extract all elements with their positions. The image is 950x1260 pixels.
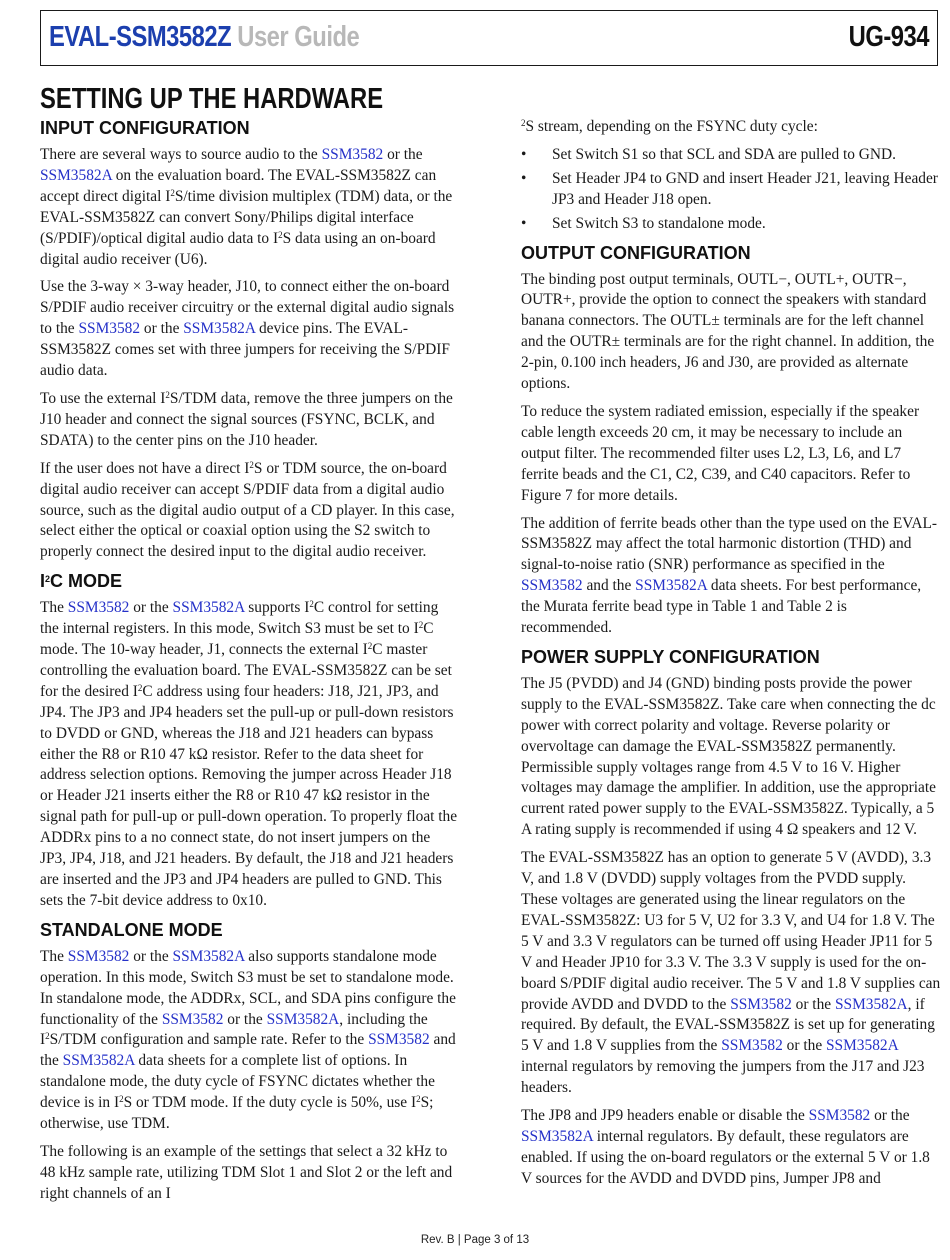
link-ssm3582[interactable]: SSM3582 (721, 1037, 783, 1055)
list-item: • Set Header JP4 to GND and insert Header J21, leaving Header JP3 and Header J18 open. (521, 169, 938, 208)
link-ssm3582a[interactable]: SSM3582A (826, 1037, 898, 1055)
bullet-icon: • (521, 169, 527, 187)
bullet-icon: • (521, 214, 527, 232)
bullet-icon: • (521, 145, 527, 163)
link-ssm3582a[interactable]: SSM3582A (172, 599, 245, 617)
header-title (49, 21, 359, 54)
paragraph: If the user does not have a direct $I^2S$ or TDM source, the on-board digital audio receiver can accept S/PDIF data from a digital audio source, such as the digital audio output of a CD player. In this case, select either the optical or coaxial option using the S2 switch to properly connect the desired input to the digital audio receiver. (40, 459, 455, 561)
section-heading-power: POWER SUPPLY CONFIGURATION (521, 646, 820, 667)
paragraph: The JP8 and JP9 headers enable or disable the SSM3582 or the SSM3582A internal regulators. By default, these regulators are enabled. If using the on-board regulators or the external 5 V or 1.8 V sources for the AVDD and DVDD pins, Jumper JP8 and (521, 1107, 930, 1187)
paragraph-continued: The following is an example of the settings that select a 32 kHz to 48 kHz sample rate, utilizing TDM Slot 1 and Slot 2 or the left and right channels of an I (40, 1142, 453, 1202)
link-ssm3582[interactable]: SSM3582 (808, 1107, 871, 1125)
section-heading-i2c: $I^2C$ MODE (40, 571, 123, 592)
list-item: • Set Switch S1 so that SCL and SDA are pulled to GND. (521, 145, 941, 166)
link-ssm3582a[interactable]: SSM3582A (172, 947, 245, 965)
paragraph: To use the external $I^2S$/TDM data, remove the three jumpers on the J10 header and connect the signal sources (FSYNC, BCLK, and SDATA) to the center pins on the J10 header. (40, 389, 453, 449)
link-ssm3582[interactable]: SSM3582 (78, 320, 141, 338)
link-ssm3582[interactable]: SSM3582 (321, 146, 384, 163)
page-title: SETTING UP THE HARDWARE (40, 83, 384, 115)
paragraph-continuation: $^2$S stream, depending on the FSYNC duty cycle: (521, 118, 818, 135)
section-heading-output: OUTPUT CONFIGURATION (521, 242, 751, 263)
link-ssm3582[interactable]: SSM3582 (67, 947, 130, 965)
list-item: • Set Switch S3 to standalone mode. (521, 214, 941, 235)
link-ssm3582a[interactable]: SSM3582A (266, 1010, 340, 1028)
link-ssm3582[interactable]: SSM3582 (730, 995, 792, 1013)
link-ssm3582a[interactable]: SSM3582A (834, 995, 908, 1013)
page-footer: Rev. B | Page 3 of 13 (420, 1234, 530, 1246)
link-ssm3582a[interactable]: SSM3582A (62, 1052, 135, 1070)
paragraph: Use the 3-way × 3-way header, J10, to connect either the on-board S/PDIF audio receiver circuitry or the external digital audio signals to the SSM3582 or the SSM3582A device pins. The EVAL-SSM3582Z comes set with three jumpers for receiving the S/PDIF audio data. (40, 278, 455, 380)
paragraph: The binding post output terminals, OUTL−, OUTL+, OUTR−, OUTR+, provide the option to connect the speakers with standard banana connectors. The OUTL± terminals are for the left channel and the OUTR± terminals are for the right channel. In addition, the 2-pin, 0.100 inch headers, J6 and J30, are provided as alternate options. (521, 270, 935, 393)
paragraph: The SSM3582 or the SSM3582A supports $I^2C$ control for setting the internal registers. In this mode, Switch S3 must be set to $I^2C$ mode. The 10-way header, J1, connects the external $I^2C$ master controlling the evaluation board. The EVAL-SSM3582Z can be set for the desired $I^2C$ address using four headers: J18, J21, JP3, and JP4. The JP3 and JP4 headers set the pull-up or pull-down resistors to DVDD or GND, whereas the J18 and J21 headers can bypass either the R8 or R10 47 kΩ resistor. Refer to the data sheet for address selection options. Removing the jumper across Header J18 or Header J21 inserts either the R8 or R10 47 kΩ resistor in the signal path for pull-up or pull-down operation. To properly float the ADDRx pins to a no connect state, do not insert jumpers on the JP3, JP4, J18, and J21 headers. By default, the J18 and J21 headers are inserted and the JP3 and JP4 headers are pulled to GND. This sets the 7-bit device address to 0x10. (40, 599, 458, 909)
header-doc-id: UG-934 (848, 21, 929, 53)
link-ssm3582[interactable]: SSM3582 (161, 1010, 224, 1028)
paragraph: The SSM3582 or the SSM3582A also supports standalone mode operation. In this mode, Switch S3 must be set to standalone mode. In standalone mode, the ADDRx, SCL, and SDA pins configure the functionality of the SSM3582 or the SSM3582A, including the $I^2S$/TDM configuration and sample rate. Refer to the SSM3582 and the SSM3582A data sheets for a complete list of options. In standalone mode, the duty cycle of FSYNC dictates whether the device is in $I^2S$ or TDM mode. If the duty cycle is 50%, use $I^2S$; otherwise, use TDM. (40, 947, 456, 1133)
paragraph: The addition of ferrite beads other than the type used on the EVAL-SSM3582Z may affect the total harmonic distortion (THD) and signal-to-noise ratio (SNR) performance as specified in the SSM3582 and the SSM3582A data sheets. For best performance, the Murata ferrite bead type in Table 1 and Table 2 is recommended. (521, 514, 937, 637)
link-ssm3582a[interactable]: SSM3582A (521, 1127, 593, 1145)
paragraph: The J5 (PVDD) and J4 (GND) binding posts provide the power supply to the EVAL-SSM3582Z. Take care when connecting the dc power with correct polarity and voltage. Reverse polarity or overvoltage can damage the EVAL-SSM3582Z permanently. Permissible supply voltages range from 4.5 V to 16 V. Higher voltages may damage the amplifier. In addition, use the appropriate current rated power supply to the EVAL-SSM3582Z. Typically, a 5 A rating supply is recommended if using 4 Ω speakers and 12 V. (521, 674, 936, 839)
settings-list (521, 145, 941, 235)
link-ssm3582a[interactable]: SSM3582A (40, 166, 112, 184)
link-ssm3582[interactable]: SSM3582 (368, 1031, 430, 1049)
paragraph: To reduce the system radiated emission, especially if the speaker cable length exceeds 20 cm, it may be necessary to include an output filter. The recommended filter uses L2, L3, L6, and L7 ferrite beads and the C1, C2, C39, and C40 capacitors. Refer to Figure 7 for more details. (521, 402, 920, 504)
right-column (521, 117, 941, 1197)
header-doc-type: User Guide (237, 21, 360, 53)
link-ssm3582a[interactable]: SSM3582A (183, 320, 256, 338)
section-heading-input: INPUT CONFIGURATION (40, 118, 250, 138)
section-heading-standalone: STANDALONE MODE (40, 919, 223, 940)
link-ssm3582[interactable]: SSM3582 (521, 577, 583, 595)
link-ssm3582[interactable]: SSM3582 (67, 599, 130, 617)
paragraph: The EVAL-SSM3582Z has an option to generate 5 V (AVDD), 3.3 V, and 1.8 V (DVDD) supply voltages from the PVDD supply. These voltages are generated using the linear regulators on the EVAL-SSM3582Z: U3 for 5 V, U2 for 3.3 V, and U4 for 1.8 V. The 5 V and 3.3 V regulators can be turned off using Header JP11 for 5 V and Header JP10 for 3.3 V. The 3.3 V supply is used for the on-board S/PDIF digital audio receiver. The 5 V and 1.8 V supplies can provide AVDD and DVDD to the SSM3582 or the SSM3582A, if required. By default, the EVAL-SSM3582Z is set up for generating 5 V and 1.8 V supplies from the SSM3582 or the SSM3582A internal regulators by removing the jumpers from the J17 and J23 headers. (521, 849, 941, 1097)
document-header (40, 10, 938, 66)
paragraph: There are several ways to source audio to the SSM3582 or the SSM3582A on the evaluation board. The EVAL-SSM3582Z can accept direct digital $I^2S$/time division multiplex (TDM) data, or the EVAL-SSM3582Z can convert Sony/Philips digital interface (S/PDIF)/optical digital audio data to $I^2S$ data using an on-board digital audio receiver (U6). (40, 146, 453, 268)
link-ssm3582a[interactable]: SSM3582A (635, 577, 708, 595)
left-column (40, 117, 460, 1212)
header-product-name: EVAL-SSM3582Z (49, 21, 232, 53)
